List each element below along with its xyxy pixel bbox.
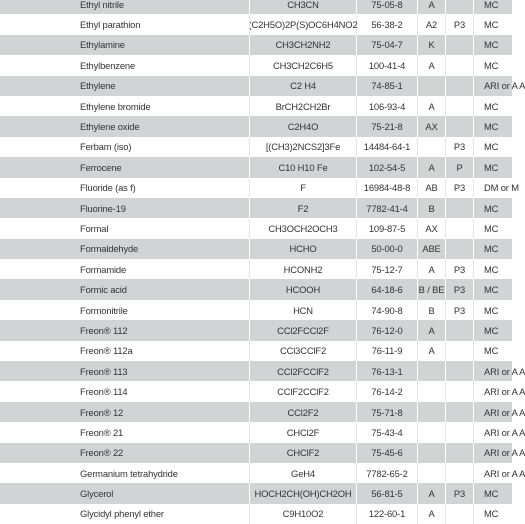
flag-cell: B: [418, 198, 446, 218]
flag-cell: AX: [418, 116, 446, 136]
chemical-name-cell: Fluorine-19: [0, 198, 250, 218]
flag-cell: A: [418, 504, 446, 524]
cas-number-cell: 75-21-8: [357, 116, 418, 136]
formula-cell: [(CH3)2NCS2]3Fe: [250, 137, 357, 157]
cas-number-cell: 76-12-0: [357, 320, 418, 340]
formula-cell: C9H10O2: [250, 504, 357, 524]
protection-cell: [446, 422, 474, 442]
chemical-name-cell: Freon® 114: [0, 381, 250, 401]
formula-cell: CCl2F2: [250, 402, 357, 422]
table-row: [0, 116, 512, 136]
flag-cell: A: [418, 341, 446, 361]
cas-number-cell: 7782-65-2: [357, 463, 418, 483]
type-cell: ARI or A A: [484, 365, 525, 377]
protection-cell: [446, 55, 474, 75]
cas-number-cell: 76-11-9: [357, 341, 418, 361]
chemical-name-cell: Freon® 112a: [0, 341, 250, 361]
protection-cell: [446, 0, 474, 14]
type-cell: MC: [484, 488, 499, 500]
table-row: [0, 137, 512, 157]
cas-number-cell: 56-81-5: [357, 483, 418, 503]
chemical-name-cell: Germanium tetrahydride: [0, 463, 250, 483]
cas-number-cell: 75-05-8: [357, 0, 418, 14]
table-row: [0, 14, 512, 34]
table-row: [0, 76, 525, 96]
type-cell: ARI or A A: [484, 406, 525, 418]
flag-cell: A: [418, 483, 446, 503]
chemical-name-cell: Ethylene oxide: [0, 116, 250, 136]
table-row: [0, 422, 525, 442]
formula-cell: CH3OCH2OCH3: [250, 218, 357, 238]
cas-number-cell: 76-14-2: [357, 381, 418, 401]
flag-cell: A: [418, 320, 446, 340]
cas-number-cell: 75-45-6: [357, 443, 418, 463]
protection-cell: [446, 402, 474, 422]
table-row: [0, 483, 512, 503]
table-row: [0, 218, 512, 238]
flag-cell: [418, 76, 446, 96]
type-cell: MC: [484, 19, 499, 31]
protection-cell: [446, 361, 474, 381]
formula-cell: CCl2FCClF2: [250, 361, 357, 381]
protection-cell: [446, 443, 474, 463]
type-cell: ARI or A A: [484, 467, 525, 479]
protection-cell: [446, 76, 474, 96]
flag-cell: ABE: [418, 239, 446, 259]
protection-cell: [446, 381, 474, 401]
flag-cell: A2: [418, 14, 446, 34]
cas-number-cell: 109-87-5: [357, 218, 418, 238]
chemical-name-cell: Formal: [0, 218, 250, 238]
table-row: [0, 320, 512, 340]
flag-cell: [418, 361, 446, 381]
chemical-name-cell: Freon® 112: [0, 320, 250, 340]
chemical-name-cell: Ethylamine: [0, 35, 250, 55]
flag-cell: AX: [418, 218, 446, 238]
formula-cell: CH3CN: [250, 0, 357, 14]
protection-cell: [446, 320, 474, 340]
protection-cell: [446, 96, 474, 116]
protection-cell: P3: [446, 259, 474, 279]
chemical-name-cell: Ethylbenzene: [0, 55, 250, 75]
table-row: [0, 259, 512, 279]
flag-cell: A: [418, 157, 446, 177]
formula-cell: BrCH2CH2Br: [250, 96, 357, 116]
protection-cell: [446, 341, 474, 361]
cas-number-cell: 14484-64-1: [357, 137, 418, 157]
protection-cell: [446, 463, 474, 483]
cas-number-cell: 74-90-8: [357, 300, 418, 320]
chemical-name-cell: Fluoride (as f): [0, 178, 250, 198]
cas-number-cell: 75-04-7: [357, 35, 418, 55]
table-row: [0, 157, 512, 177]
type-cell: ARI or A A: [484, 426, 525, 438]
type-cell: MC: [484, 222, 499, 234]
chemical-name-cell: Ferbam (iso): [0, 137, 250, 157]
table-row: [0, 198, 512, 218]
chemical-name-cell: Ferrocene: [0, 157, 250, 177]
table-row: [0, 0, 512, 14]
type-cell: DM or M: [484, 182, 519, 194]
flag-cell: [418, 422, 446, 442]
protection-cell: P3: [446, 14, 474, 34]
type-cell: MC: [484, 304, 499, 316]
cas-number-cell: 7782-41-4: [357, 198, 418, 218]
chemical-name-cell: Ethyl nitrile: [0, 0, 250, 14]
flag-cell: K: [418, 35, 446, 55]
formula-cell: F2: [250, 198, 357, 218]
protection-cell: [446, 35, 474, 55]
protection-cell: [446, 239, 474, 259]
type-cell: MC: [484, 345, 499, 357]
flag-cell: B / BE: [418, 279, 446, 299]
formula-cell: HOCH2CH(OH)CH2OH: [250, 483, 357, 503]
type-cell: MC: [484, 59, 499, 71]
formula-cell: CH3CH2C6H5: [250, 55, 357, 75]
table-row: [0, 96, 512, 116]
table-row: [0, 443, 525, 463]
formula-cell: HCHO: [250, 239, 357, 259]
formula-cell: CCl3CClF2: [250, 341, 357, 361]
chemical-name-cell: Ethylene bromide: [0, 96, 250, 116]
chemical-name-cell: Freon® 21: [0, 422, 250, 442]
type-cell: MC: [484, 0, 499, 10]
type-cell: MC: [484, 202, 499, 214]
type-cell: MC: [484, 100, 499, 112]
table-row: [0, 178, 519, 198]
flag-cell: [418, 402, 446, 422]
protection-cell: P3: [446, 178, 474, 198]
table-row: [0, 361, 525, 381]
formula-cell: (C2H5O)2P(S)OC6H4NO2: [250, 14, 357, 34]
table-row: [0, 341, 512, 361]
type-cell: MC: [484, 141, 499, 153]
cas-number-cell: 75-12-7: [357, 259, 418, 279]
cas-number-cell: 106-93-4: [357, 96, 418, 116]
formula-cell: GeH4: [250, 463, 357, 483]
formula-cell: HCOOH: [250, 279, 357, 299]
cas-number-cell: 64-18-6: [357, 279, 418, 299]
type-cell: MC: [484, 161, 499, 173]
formula-cell: HCONH2: [250, 259, 357, 279]
flag-cell: A: [418, 55, 446, 75]
formula-cell: CH3CH2NH2: [250, 35, 357, 55]
type-cell: MC: [484, 121, 499, 133]
chemical-name-cell: Formonitrile: [0, 300, 250, 320]
type-cell: ARI or A A: [484, 80, 525, 92]
formula-cell: CHClF2: [250, 443, 357, 463]
type-cell: MC: [484, 324, 499, 336]
cas-number-cell: 50-00-0: [357, 239, 418, 259]
flag-cell: A: [418, 259, 446, 279]
type-cell: ARI or A A: [484, 386, 525, 398]
protection-cell: [446, 218, 474, 238]
cas-number-cell: 16984-48-8: [357, 178, 418, 198]
formula-cell: C10 H10 Fe: [250, 157, 357, 177]
flag-cell: [418, 381, 446, 401]
protection-cell: P3: [446, 483, 474, 503]
protection-cell: [446, 116, 474, 136]
formula-cell: F: [250, 178, 357, 198]
protection-cell: P3: [446, 137, 474, 157]
table-row: [0, 504, 512, 524]
table-row: [0, 239, 512, 259]
cas-number-cell: 75-71-8: [357, 402, 418, 422]
flag-cell: AB: [418, 178, 446, 198]
chemical-name-cell: Formic acid: [0, 279, 250, 299]
formula-cell: C2 H4: [250, 76, 357, 96]
protection-cell: P3: [446, 279, 474, 299]
table-row: [0, 279, 512, 299]
chemical-name-cell: Formaldehyde: [0, 239, 250, 259]
protection-cell: P3: [446, 300, 474, 320]
protection-cell: P: [446, 157, 474, 177]
table-row: [0, 35, 512, 55]
formula-cell: HCN: [250, 300, 357, 320]
formula-cell: CCl2FCCl2F: [250, 320, 357, 340]
table-row: [0, 300, 512, 320]
flag-cell: A: [418, 96, 446, 116]
cas-number-cell: 76-13-1: [357, 361, 418, 381]
chemical-name-cell: Ethyl parathion: [0, 14, 250, 34]
flag-cell: B: [418, 300, 446, 320]
flag-cell: [418, 137, 446, 157]
formula-cell: C2H4O: [250, 116, 357, 136]
chemical-name-cell: Freon® 22: [0, 443, 250, 463]
chemical-name-cell: Glycidyl phenyl ether: [0, 504, 250, 524]
flag-cell: [418, 443, 446, 463]
type-cell: MC: [484, 508, 499, 520]
type-cell: MC: [484, 263, 499, 275]
table-row: [0, 55, 512, 75]
cas-number-cell: 75-43-4: [357, 422, 418, 442]
cas-number-cell: 74-85-1: [357, 76, 418, 96]
type-cell: MC: [484, 39, 499, 51]
cas-number-cell: 122-60-1: [357, 504, 418, 524]
type-cell: MC: [484, 284, 499, 296]
formula-cell: CHCl2F: [250, 422, 357, 442]
table-row: [0, 463, 525, 483]
cas-number-cell: 102-54-5: [357, 157, 418, 177]
type-cell: MC: [484, 243, 499, 255]
flag-cell: A: [418, 0, 446, 14]
table-row: [0, 402, 525, 422]
protection-cell: [446, 198, 474, 218]
chemical-name-cell: Freon® 113: [0, 361, 250, 381]
chemical-name-cell: Formamide: [0, 259, 250, 279]
chemical-name-cell: Glycerol: [0, 483, 250, 503]
cas-number-cell: 100-41-4: [357, 55, 418, 75]
chemical-name-cell: Freon® 12: [0, 402, 250, 422]
formula-cell: CClF2CClF2: [250, 381, 357, 401]
chemical-name-cell: Ethylene: [0, 76, 250, 96]
protection-cell: [446, 504, 474, 524]
table-row: [0, 381, 525, 401]
flag-cell: [418, 463, 446, 483]
type-cell: ARI or A A: [484, 447, 525, 459]
cas-number-cell: 56-38-2: [357, 14, 418, 34]
